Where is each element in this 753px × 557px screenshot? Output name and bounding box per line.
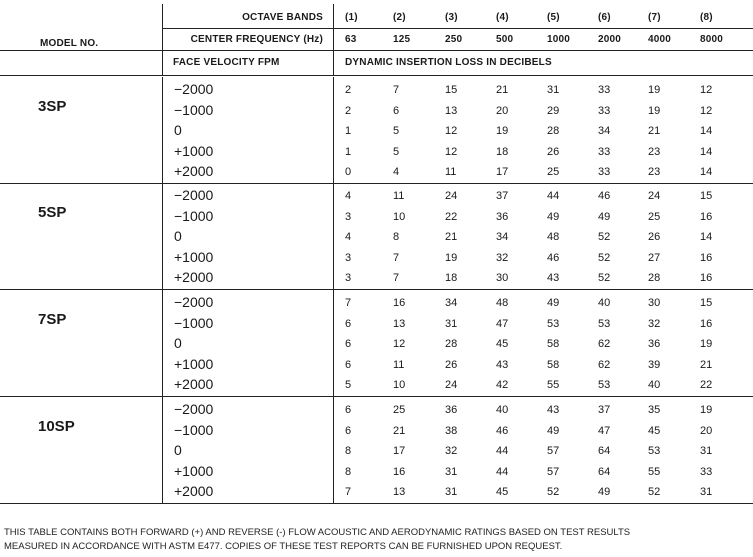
insertion-loss-value: 24 [445, 190, 458, 202]
section-rule [0, 183, 753, 184]
insertion-loss-value: 46 [496, 424, 509, 437]
header-divider-left [162, 4, 163, 76]
face-velocity-value: −2000 [174, 401, 214, 417]
insertion-loss-value: 33 [598, 84, 611, 96]
insertion-loss-value: 48 [496, 297, 509, 309]
insertion-loss-value: 43 [547, 404, 560, 416]
insertion-loss-value: 12 [445, 125, 458, 137]
insertion-loss-value: 6 [345, 404, 352, 416]
insertion-loss-value: 38 [445, 424, 458, 437]
insertion-loss-value: 34 [445, 297, 458, 309]
insertion-loss-value: 19 [648, 84, 661, 96]
insertion-loss-value: 33 [598, 166, 611, 178]
section-rule [0, 289, 753, 290]
insertion-loss-value: 36 [445, 404, 458, 416]
insertion-loss-value: 12 [700, 104, 713, 117]
insertion-loss-value: 21 [700, 358, 713, 371]
center-frequency-value: 2000 [598, 34, 622, 45]
insertion-loss-value: 26 [648, 231, 661, 243]
insertion-loss-value: 19 [700, 404, 713, 416]
insertion-loss-value: 37 [496, 190, 509, 202]
insertion-loss-value: 11 [393, 358, 405, 371]
insertion-loss-value: 31 [700, 486, 713, 498]
insertion-loss-value: 64 [598, 465, 611, 478]
insertion-loss-value: 31 [445, 317, 458, 330]
insertion-loss-value: 31 [700, 445, 713, 457]
section-rule [0, 396, 753, 397]
insertion-loss-value: 15 [445, 84, 458, 96]
insertion-loss-value: 0 [345, 166, 352, 178]
insertion-loss-value: 26 [445, 358, 458, 371]
insertion-loss-value: 53 [648, 445, 661, 457]
insertion-loss-value: 43 [547, 272, 560, 284]
insertion-loss-value: 15 [700, 190, 713, 202]
band-number: (8) [700, 12, 713, 23]
face-velocity-value: +2000 [174, 376, 214, 392]
insertion-loss-value: 2 [345, 104, 352, 117]
section-divider-right [333, 77, 334, 183]
model-name: 7SP [38, 311, 67, 328]
insertion-loss-value: 16 [393, 465, 406, 478]
insertion-loss-value: 6 [345, 338, 352, 350]
insertion-loss-value: 62 [598, 358, 611, 371]
insertion-loss-value: 1 [345, 125, 352, 137]
insertion-loss-value: 19 [700, 338, 713, 350]
face-velocity-value: +1000 [174, 355, 214, 372]
dynamic-loss-header: DYNAMIC INSERTION LOSS IN DECIBELS [345, 57, 552, 68]
insertion-loss-value: 55 [547, 379, 560, 391]
face-velocity-value: −2000 [174, 187, 214, 203]
insertion-loss-value: 49 [547, 297, 560, 309]
insertion-loss-value: 19 [648, 104, 661, 117]
center-frequency-value: 500 [496, 34, 514, 45]
insertion-loss-value: 33 [598, 145, 611, 158]
insertion-loss-value: 31 [445, 465, 458, 478]
insertion-loss-value: 12 [393, 338, 406, 350]
center-frequency-value: 8000 [700, 34, 724, 45]
insertion-loss-value: 42 [496, 379, 509, 391]
insertion-loss-value: 8 [345, 445, 352, 457]
center-frequency-value: 4000 [648, 34, 672, 45]
insertion-loss-value: 6 [345, 424, 352, 437]
insertion-loss-value: 45 [648, 424, 661, 437]
insertion-loss-value: 64 [598, 445, 611, 457]
section-divider-left [162, 290, 163, 396]
header-divider-right [333, 4, 334, 76]
insertion-loss-value: 49 [547, 210, 560, 223]
face-velocity-header: FACE VELOCITY FPM [173, 57, 280, 68]
insertion-loss-value: 11 [393, 190, 405, 202]
insertion-loss-value: 48 [547, 231, 560, 243]
insertion-loss-value: 33 [598, 104, 611, 117]
face-velocity-value: −1000 [174, 421, 214, 438]
header-rule-2 [0, 50, 753, 51]
insertion-loss-value: 24 [648, 190, 661, 202]
insertion-loss-value: 20 [700, 424, 713, 437]
insertion-loss-value: 40 [496, 404, 509, 416]
model-name: 10SP [38, 418, 75, 435]
section-divider-left [162, 183, 163, 289]
insertion-loss-value: 4 [393, 166, 400, 178]
insertion-loss-value: 53 [598, 317, 611, 330]
face-velocity-value: −1000 [174, 314, 214, 331]
section-divider-right [333, 397, 334, 503]
header-rule-3 [0, 75, 753, 76]
insertion-loss-value: 58 [547, 358, 560, 371]
insertion-loss-value: 19 [496, 125, 509, 137]
center-frequency-value: 250 [445, 34, 463, 45]
insertion-loss-value: 30 [496, 272, 509, 284]
insertion-loss-value: 45 [496, 486, 509, 498]
header-rule-1 [162, 28, 753, 29]
insertion-loss-value: 2 [345, 84, 352, 96]
center-frequency-value: 1000 [547, 34, 571, 45]
insertion-loss-value: 13 [393, 486, 406, 498]
insertion-loss-value: 3 [345, 251, 352, 264]
insertion-loss-value: 24 [445, 379, 458, 391]
insertion-loss-value: 12 [700, 84, 713, 96]
insertion-loss-value: 7 [393, 84, 400, 96]
insertion-loss-value: 22 [700, 379, 713, 391]
section-rule [0, 503, 753, 504]
insertion-loss-value: 4 [345, 190, 352, 202]
face-velocity-value: +2000 [174, 269, 214, 285]
insertion-loss-value: 49 [598, 486, 611, 498]
insertion-loss-value: 3 [345, 210, 352, 223]
insertion-loss-value: 11 [445, 166, 457, 178]
insertion-loss-value: 5 [345, 379, 352, 391]
insertion-loss-value: 28 [445, 338, 458, 350]
insertion-loss-value: 49 [547, 424, 560, 437]
insertion-loss-value: 14 [700, 125, 713, 137]
insertion-loss-value: 58 [547, 338, 560, 350]
insertion-loss-value: 47 [496, 317, 509, 330]
insertion-loss-value: 55 [648, 465, 661, 478]
insertion-loss-value: 16 [700, 210, 713, 223]
face-velocity-value: 0 [174, 228, 182, 244]
insertion-loss-value: 18 [496, 145, 509, 158]
face-velocity-value: −1000 [174, 101, 214, 118]
section-divider-right [333, 290, 334, 396]
insertion-loss-value: 43 [496, 358, 509, 371]
insertion-loss-value: 57 [547, 445, 560, 457]
face-velocity-value: +2000 [174, 483, 214, 499]
insertion-loss-value: 25 [648, 210, 661, 223]
face-velocity-value: +1000 [174, 248, 214, 265]
insertion-loss-value: 44 [496, 465, 509, 478]
insertion-loss-value: 16 [700, 317, 713, 330]
insertion-loss-value: 6 [393, 104, 400, 117]
insertion-loss-value: 34 [496, 231, 509, 243]
octave-bands-header: OCTAVE BANDS [242, 12, 323, 23]
insertion-loss-value: 32 [496, 251, 509, 264]
insertion-loss-value: 46 [598, 190, 611, 202]
insertion-loss-value: 53 [547, 317, 560, 330]
footnote-line-2: MEASURED IN ACCORDANCE WITH ASTM E477. COPIES OF THESE TEST REPORTS CAN BE FURNISHED UPON REQUEST. [4, 541, 563, 552]
insertion-loss-value: 7 [345, 486, 352, 498]
face-velocity-value: 0 [174, 442, 182, 458]
section-divider-right [333, 183, 334, 289]
section-divider-left [162, 397, 163, 503]
insertion-loss-value: 23 [648, 145, 661, 158]
insertion-loss-value: 14 [700, 166, 713, 178]
insertion-loss-value: 44 [547, 190, 560, 202]
insertion-loss-value: 17 [393, 445, 406, 457]
band-number: (1) [345, 12, 358, 23]
insertion-loss-value: 34 [598, 125, 611, 137]
center-frequency-value: 63 [345, 34, 357, 45]
insertion-loss-value: 6 [345, 358, 352, 371]
insertion-loss-value: 7 [393, 251, 400, 264]
insertion-loss-value: 23 [648, 166, 661, 178]
insertion-loss-value: 20 [496, 104, 509, 117]
face-velocity-value: 0 [174, 335, 182, 351]
face-velocity-value: +1000 [174, 462, 214, 479]
band-number: (2) [393, 12, 406, 23]
footnote-line-1: THIS TABLE CONTAINS BOTH FORWARD (+) AND REVERSE (-) FLOW ACOUSTIC AND AERODYNAMIC RATINGS BASED ON TEST RESULTS [4, 527, 631, 538]
insertion-loss-value: 14 [700, 145, 713, 158]
insertion-loss-value: 49 [598, 210, 611, 223]
insertion-loss-value: 3 [345, 272, 352, 284]
insertion-loss-value: 40 [598, 297, 611, 309]
insertion-loss-value: 29 [547, 104, 560, 117]
insertion-loss-value: 52 [598, 231, 611, 243]
insertion-loss-value: 7 [393, 272, 400, 284]
face-velocity-value: −2000 [174, 294, 214, 310]
face-velocity-value: −2000 [174, 81, 214, 97]
insertion-loss-value: 52 [648, 486, 661, 498]
center-frequency-value: 125 [393, 34, 411, 45]
face-velocity-value: −1000 [174, 207, 214, 224]
insertion-loss-value: 31 [445, 486, 458, 498]
insertion-loss-value: 10 [393, 379, 406, 391]
insertion-loss-value: 40 [648, 379, 661, 391]
model-name: 5SP [38, 204, 67, 221]
center-frequency-header: CENTER FREQUENCY (Hz) [190, 34, 323, 45]
insertion-loss-value: 18 [445, 272, 458, 284]
insertion-loss-value: 13 [445, 104, 458, 117]
insertion-loss-value: 47 [598, 424, 611, 437]
insertion-loss-value: 12 [445, 145, 458, 158]
insertion-loss-value: 44 [496, 445, 509, 457]
section-divider-left [162, 77, 163, 183]
insertion-loss-value: 28 [648, 272, 661, 284]
insertion-loss-value: 19 [445, 251, 458, 264]
insertion-loss-value: 8 [393, 231, 400, 243]
insertion-loss-value: 28 [547, 125, 560, 137]
band-number: (5) [547, 12, 560, 23]
insertion-loss-value: 17 [496, 166, 509, 178]
insertion-loss-value: 46 [547, 251, 560, 264]
insertion-loss-value: 45 [496, 338, 509, 350]
insertion-loss-value: 39 [648, 358, 661, 371]
insertion-loss-value: 5 [393, 145, 400, 158]
band-number: (7) [648, 12, 661, 23]
insertion-loss-value: 30 [648, 297, 661, 309]
insertion-loss-value: 21 [393, 424, 406, 437]
insertion-loss-value: 25 [547, 166, 560, 178]
face-velocity-value: 0 [174, 122, 182, 138]
insertion-loss-value: 1 [345, 145, 352, 158]
insertion-loss-value: 16 [700, 272, 713, 284]
insertion-loss-value: 13 [393, 317, 406, 330]
insertion-loss-value: 25 [393, 404, 406, 416]
insertion-loss-value: 36 [648, 338, 661, 350]
model-name: 3SP [38, 98, 67, 115]
insertion-loss-value: 32 [648, 317, 661, 330]
insertion-loss-value: 21 [445, 231, 458, 243]
insertion-loss-value: 52 [598, 272, 611, 284]
insertion-loss-value: 7 [345, 297, 352, 309]
insertion-loss-value: 32 [445, 445, 458, 457]
insertion-loss-value: 6 [345, 317, 352, 330]
insertion-loss-value: 26 [547, 145, 560, 158]
band-number: (4) [496, 12, 509, 23]
insertion-loss-value: 62 [598, 338, 611, 350]
insertion-loss-value: 35 [648, 404, 661, 416]
insertion-loss-value: 31 [547, 84, 560, 96]
model-no-header: MODEL NO. [40, 38, 99, 49]
insertion-loss-value: 10 [393, 210, 406, 223]
insertion-loss-value: 4 [345, 231, 352, 243]
face-velocity-value: +2000 [174, 163, 214, 179]
insertion-loss-value: 8 [345, 465, 352, 478]
insertion-loss-value: 52 [598, 251, 611, 264]
insertion-loss-value: 5 [393, 125, 400, 137]
face-velocity-value: +1000 [174, 142, 214, 159]
insertion-loss-value: 36 [496, 210, 509, 223]
insertion-loss-value: 53 [598, 379, 611, 391]
insertion-loss-value: 21 [648, 125, 661, 137]
insertion-loss-value: 16 [393, 297, 406, 309]
insertion-loss-value: 57 [547, 465, 560, 478]
insertion-loss-value: 37 [598, 404, 611, 416]
insertion-loss-value: 14 [700, 231, 713, 243]
insertion-loss-value: 15 [700, 297, 713, 309]
insertion-loss-value: 27 [648, 251, 661, 264]
insertion-loss-value: 16 [700, 251, 713, 264]
insertion-loss-value: 22 [445, 210, 458, 223]
insertion-loss-value: 33 [700, 465, 713, 478]
insertion-loss-value: 52 [547, 486, 560, 498]
band-number: (6) [598, 12, 611, 23]
insertion-loss-value: 21 [496, 84, 509, 96]
band-number: (3) [445, 12, 458, 23]
